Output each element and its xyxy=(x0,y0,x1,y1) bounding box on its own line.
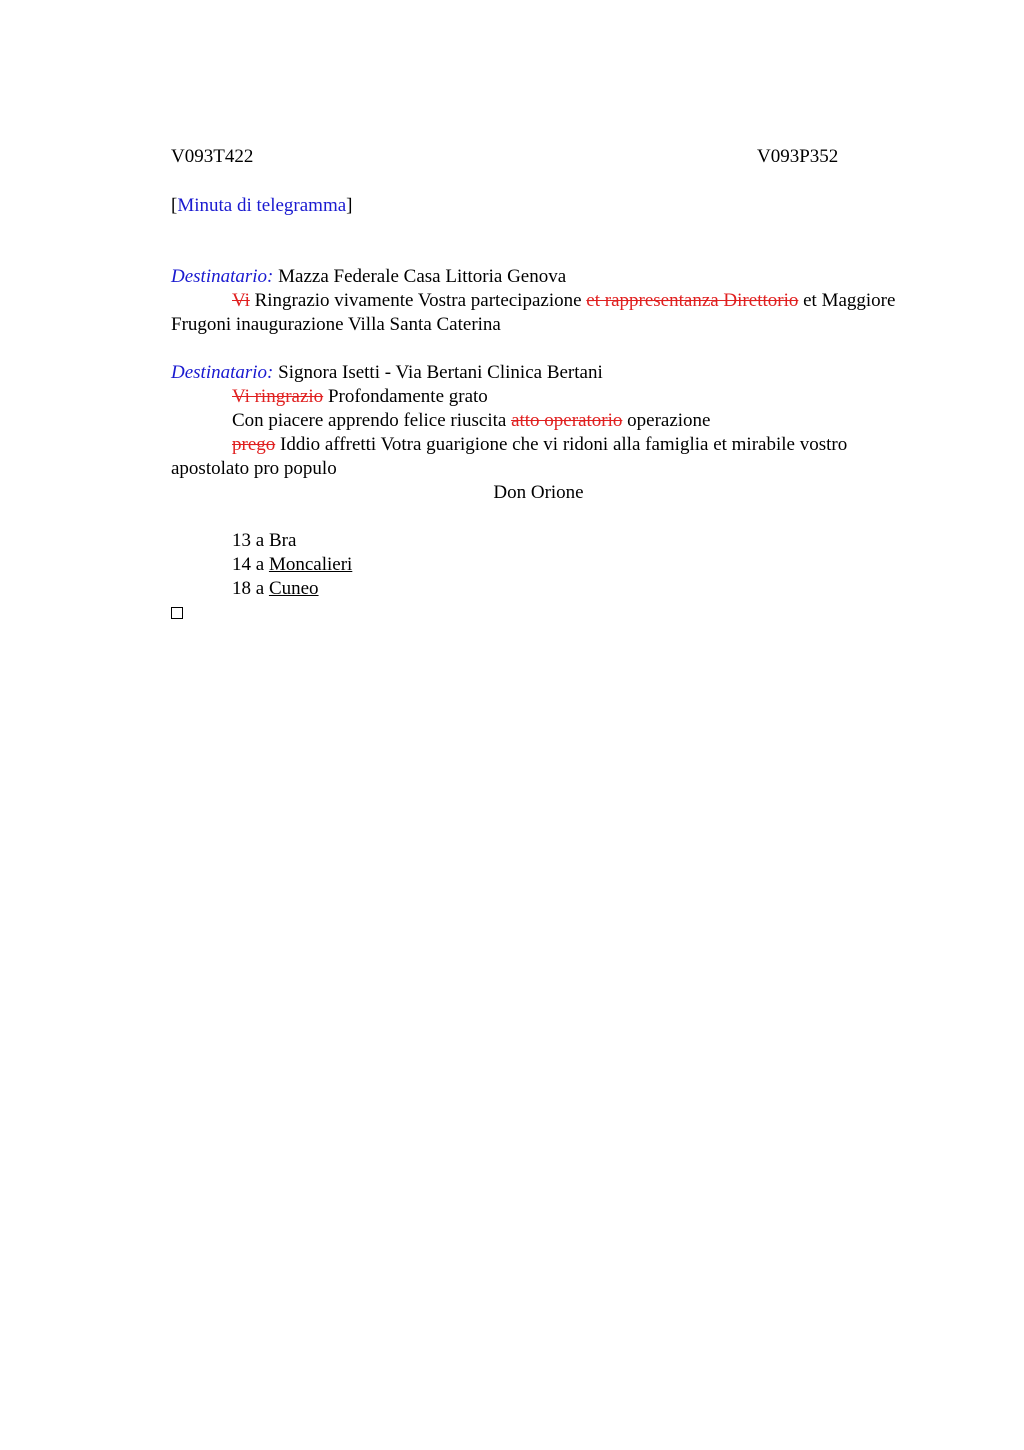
code-left: V093T422 xyxy=(171,146,254,167)
code-right: V093P352 xyxy=(757,146,839,167)
end-marker xyxy=(171,601,906,626)
recipient-label: Destinatario: xyxy=(171,362,274,383)
place-prefix: 13 a xyxy=(232,530,269,551)
telegram-2-line-2 xyxy=(171,409,906,433)
deleted-text: et rappresentanza Direttorio xyxy=(586,290,799,311)
title-bracket-open: [ xyxy=(171,195,178,216)
body-text: Ringrazio vivamente Vostra partecipazione xyxy=(249,290,587,311)
document-title xyxy=(171,194,906,218)
place-prefix: 14 a xyxy=(232,554,269,575)
document-codes xyxy=(171,145,906,169)
place-name: Cuneo xyxy=(268,578,319,599)
place-prefix: 18 a xyxy=(232,578,269,599)
telegram-1-recipient xyxy=(171,265,906,289)
signature: Don Orione xyxy=(493,482,584,503)
telegram-2-line-1 xyxy=(171,385,906,409)
body-text: Iddio affretti Votra guarigione che vi ridoni alla famiglia et mirabile vostro apostolato pro populo xyxy=(171,434,848,479)
places-list xyxy=(171,529,906,626)
telegram-1 xyxy=(171,265,906,337)
deleted-text: Vi ringrazio xyxy=(232,386,324,407)
place-name: Bra xyxy=(268,530,297,551)
body-text: Profondamente grato xyxy=(323,386,488,407)
title-text: Minuta di telegramma xyxy=(177,195,347,216)
telegram-1-body xyxy=(171,289,906,337)
place-item xyxy=(171,529,906,553)
document-page xyxy=(171,145,906,626)
telegram-2-line-3 xyxy=(171,433,906,481)
recipient-label: Destinatario: xyxy=(171,266,274,287)
deleted-text: Vi xyxy=(232,290,250,311)
telegram-2 xyxy=(171,361,906,505)
deleted-text: atto operatorio xyxy=(511,410,623,431)
place-item xyxy=(171,577,906,601)
recipient-name: Mazza Federale Casa Littoria Genova xyxy=(273,266,567,287)
place-name: Moncalieri xyxy=(268,554,353,575)
body-text: operazione xyxy=(622,410,711,431)
body-text: et Maggiore Frugoni inaugurazione Villa Santa Caterina xyxy=(171,290,896,335)
place-item xyxy=(171,553,906,577)
recipient-name: Signora Isetti - Via Bertani Clinica Bertani xyxy=(273,362,603,383)
body-text: Con piacere apprendo felice riuscita xyxy=(232,410,512,431)
title-bracket-close: ] xyxy=(346,195,353,216)
square-icon xyxy=(171,607,183,619)
deleted-text: prego xyxy=(232,434,276,455)
telegram-2-recipient xyxy=(171,361,906,385)
